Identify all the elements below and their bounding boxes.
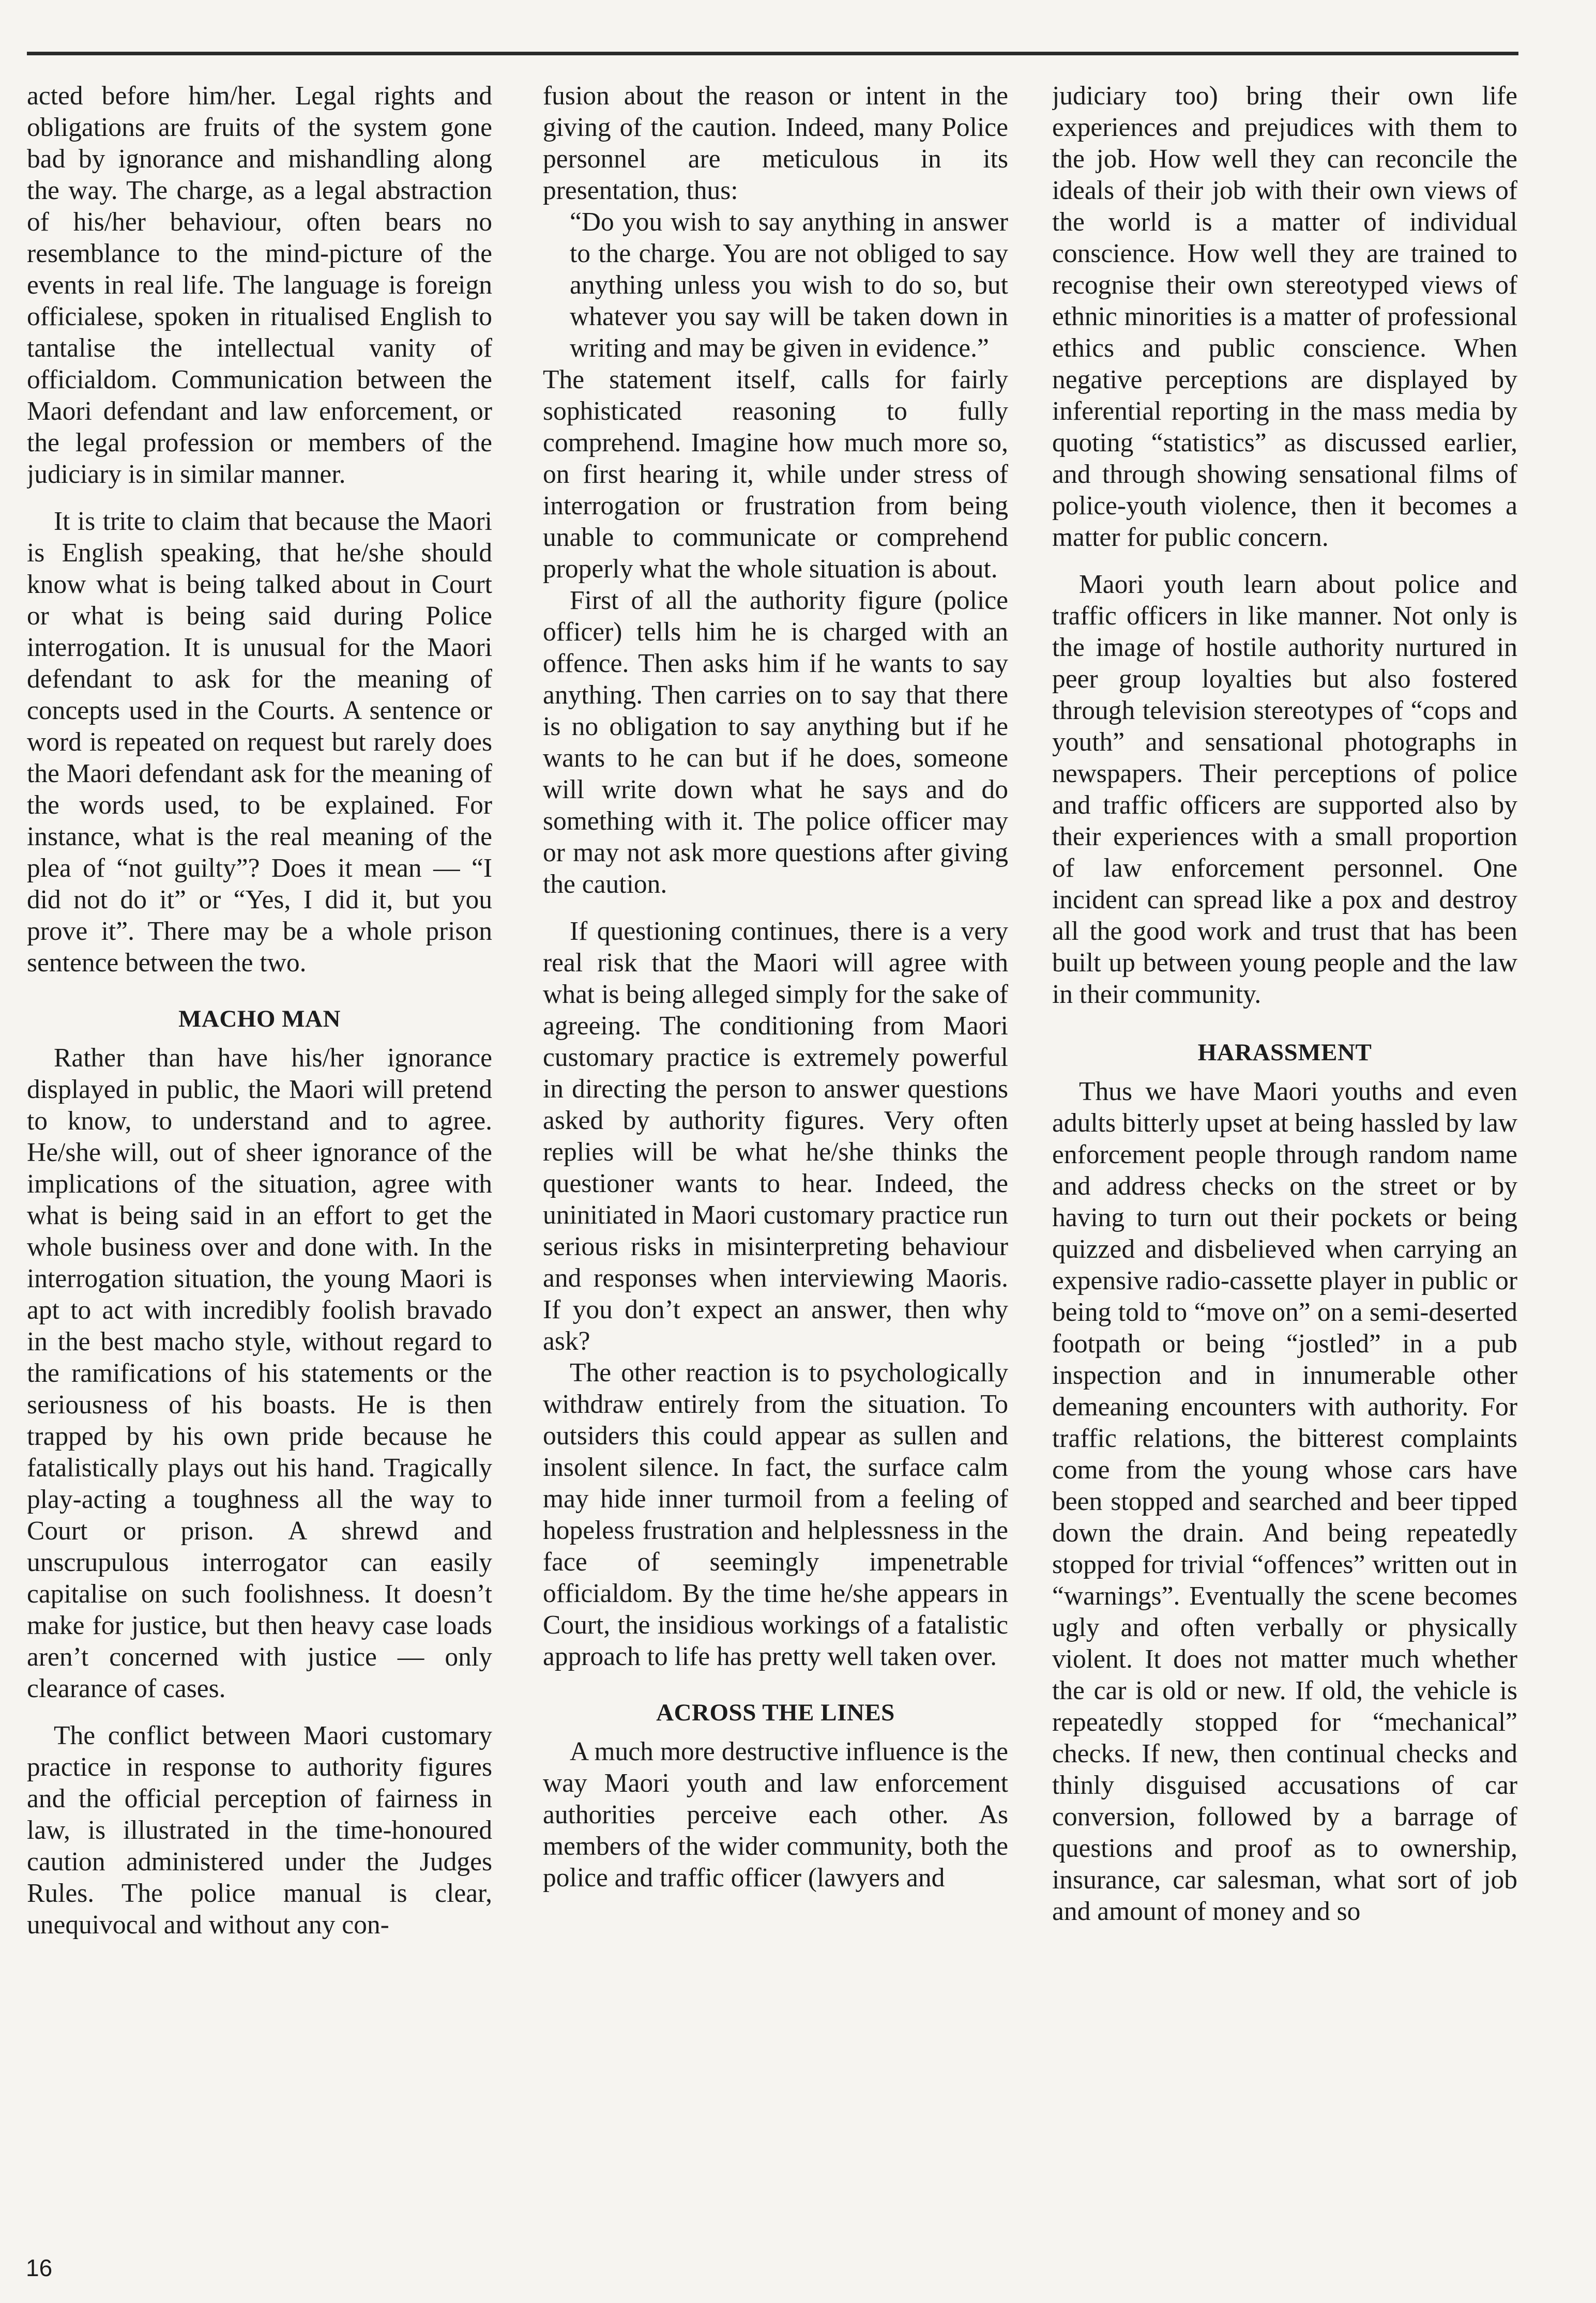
paragraph: judiciary too) bring their own life experiences and prejudices with them to the job. How well they can reconcile the ideals of their job with their own views of the world is a matter of individual conscience. How well they are trained to recognise their own stereotyped views of ethnic minorities is a matter of professional ethics and public conscience. When negative perceptions are displayed by inferential reporting in the mass media by quoting “statistics” as discussed earlier, and through showing sensational films of police-youth violence, then it becomes a matter for public concern.	[1052, 81, 1517, 552]
section-heading-harassment: HARASSMENT	[1197, 1039, 1372, 1066]
paragraph: First of all the authority figure (police officer) tells him he is charged with an offence. Then asks him if he wants to say anything. Then carries on to say that there is no obligation to say anything but if he wants to he can but if he does, someone will write down what he says and do something with it. The police officer may or may not ask more questions after giving the caution.	[543, 586, 1008, 899]
page-number: 16	[26, 2254, 53, 2281]
paragraph: It is trite to claim that because the Maori is English speaking, that he/she should know what is being talked about in Court or what is being said during Police interrogation. It is unusual for the Maori defendant to ask for the meaning of concepts used in the Courts. A sentence or word is repeated on request but rarely does the Maori defendant ask for the meaning of the words used, to be explained. For instance, what is the real meaning of the plea of “not guilty”? Does it mean — “I did not do it” or “Yes, I did it, but you prove it”. There may be a whole prison sentence between the two.	[27, 507, 492, 978]
paragraph: Rather than have his/her ignorance displayed in public, the Maori will pretend to know, to understand and to agree. He/she will, out of sheer ignorance of the implications of the situation, agree with what is being said in an effort to get the whole business over and done with. In the interrogation situation, the young Maori is apt to act with incredibly foolish bravado in the best macho style, without regard to the ramifications of his statements or the seriousness of his boasts. He is then trapped by his own pride because he fatalistically plays out his hand. Tragically play-acting a toughness all the way to Court or prison. A shrewd and unscrupulous interrogator can easily capitalise on such foolishness. It doesn’t make for justice, but then heavy case loads aren’t concerned with justice — only clearance of cases.	[27, 1043, 492, 1703]
paragraph: If questioning continues, there is a very real risk that the Maori will agree with what is being alleged simply for the sake of agreeing. The conditioning from Maori customary practice is extremely powerful in directing the person to answer questions asked by authority figures. Very often replies will be what he/she thinks the questioner wants to hear. Indeed, the uninitiated in Maori customary practice run serious risks in misinterpreting behaviour and responses when interviewing Maoris. If you don’t expect an answer, then why ask?	[543, 917, 1008, 1356]
section-heading-across-the-lines: ACROSS THE LINES	[656, 1699, 895, 1726]
column-3	[1052, 80, 1517, 2220]
paragraph: acted before him/her. Legal rights and obligations are fruits of the system gone bad by ignorance and mishandling along the way. The charge, as a legal abstraction of his/her behaviour, often bears no resemblance to the mind-picture of the events in real life. The language is foreign officialese, spoken in ritualised English to tantalise the intellectual vanity of officialdom. Communication between the Maori defendant and law enforcement, or the legal profession or members of the judiciary is in similar manner.	[27, 81, 492, 489]
paragraph: Maori youth learn about police and traffic officers in like manner. Not only is the image of hostile authority nurtured in peer group loyalties but also fostered through television stereotypes of “cops and youth” and sensational photographs in newspapers. Their perceptions of police and traffic officers are supported also by their experiences with a small proportion of law enforcement personnel. One incident can spread like a pox and destroy all the good work and trust that has been built up between young people and the law in their community.	[1052, 570, 1517, 1009]
section-heading-macho-man: MACHO MAN	[178, 1005, 341, 1032]
top-rule	[27, 52, 1518, 55]
paragraph: Thus we have Maori youths and even adults bitterly upset at being hassled by law enforcement people through random name and address checks on the street or by having to turn out their pockets or being quizzed and disbelieved when carrying an expensive radio-cassette player in public or being told to “move on” on a semi-deserted footpath or being “jostled” in a pub inspection and in innumerable other demeaning encounters with authority. For traffic relations, the bitterest complaints come from the young whose cars have been stopped and searched and beer tipped down the drain. And being repeatedly stopped for trivial “offences” written out in “warnings”. Eventually the scene becomes ugly and often verbally or physically violent. It does not matter much whether the car is old or new. If old, the vehicle is repeatedly stopped for “mechanical” checks. If new, then continual checks and thinly disguised accusations of car conversion, followed by a barrage of questions and proof as to ownership, insurance, car salesman, what sort of job and amount of money and so	[1052, 1077, 1517, 1926]
caution-quote: “Do you wish to say anything in answer to the charge. You are not obliged to say anything unless you wish to do so, but whatever you say will be taken down in writing and may be given in evidence.”	[570, 207, 1008, 363]
column-2	[543, 80, 1008, 2220]
paragraph: The conflict between Maori customary practice in response to authority figures and the official perception of fairness in law, is illustrated in the time-honoured caution administered under the Judges Rules. The police manual is clear, unequivocal and without any con-	[27, 1721, 492, 1940]
paragraph: The statement itself, calls for fairly sophisticated reasoning to fully comprehend. Imagine how much more so, on first hearing it, while under stress of interrogation or frustration from being unable to communicate or comprehend properly what the whole situation is about.	[543, 365, 1008, 584]
column-1	[27, 80, 492, 2220]
paragraph: The other reaction is to psychologically withdraw entirely from the situation. To outsiders this could appear as sullen and insolent silence. In fact, the surface calm may hide inner turmoil from a feeling of hopeless frustration and helplessness in the face of seemingly impenetrable officialdom. By the time he/she appears in Court, the insidious workings of a fatalistic approach to life has pretty well taken over.	[543, 1358, 1008, 1671]
paragraph: A much more destructive influence is the way Maori youth and law enforcement authorities perceive each other. As members of the wider community, both the police and traffic officer (lawyers and	[543, 1737, 1008, 1893]
paragraph: fusion about the reason or intent in the giving of the caution. Indeed, many Police personnel are meticulous in its presentation, thus:	[543, 81, 1008, 205]
